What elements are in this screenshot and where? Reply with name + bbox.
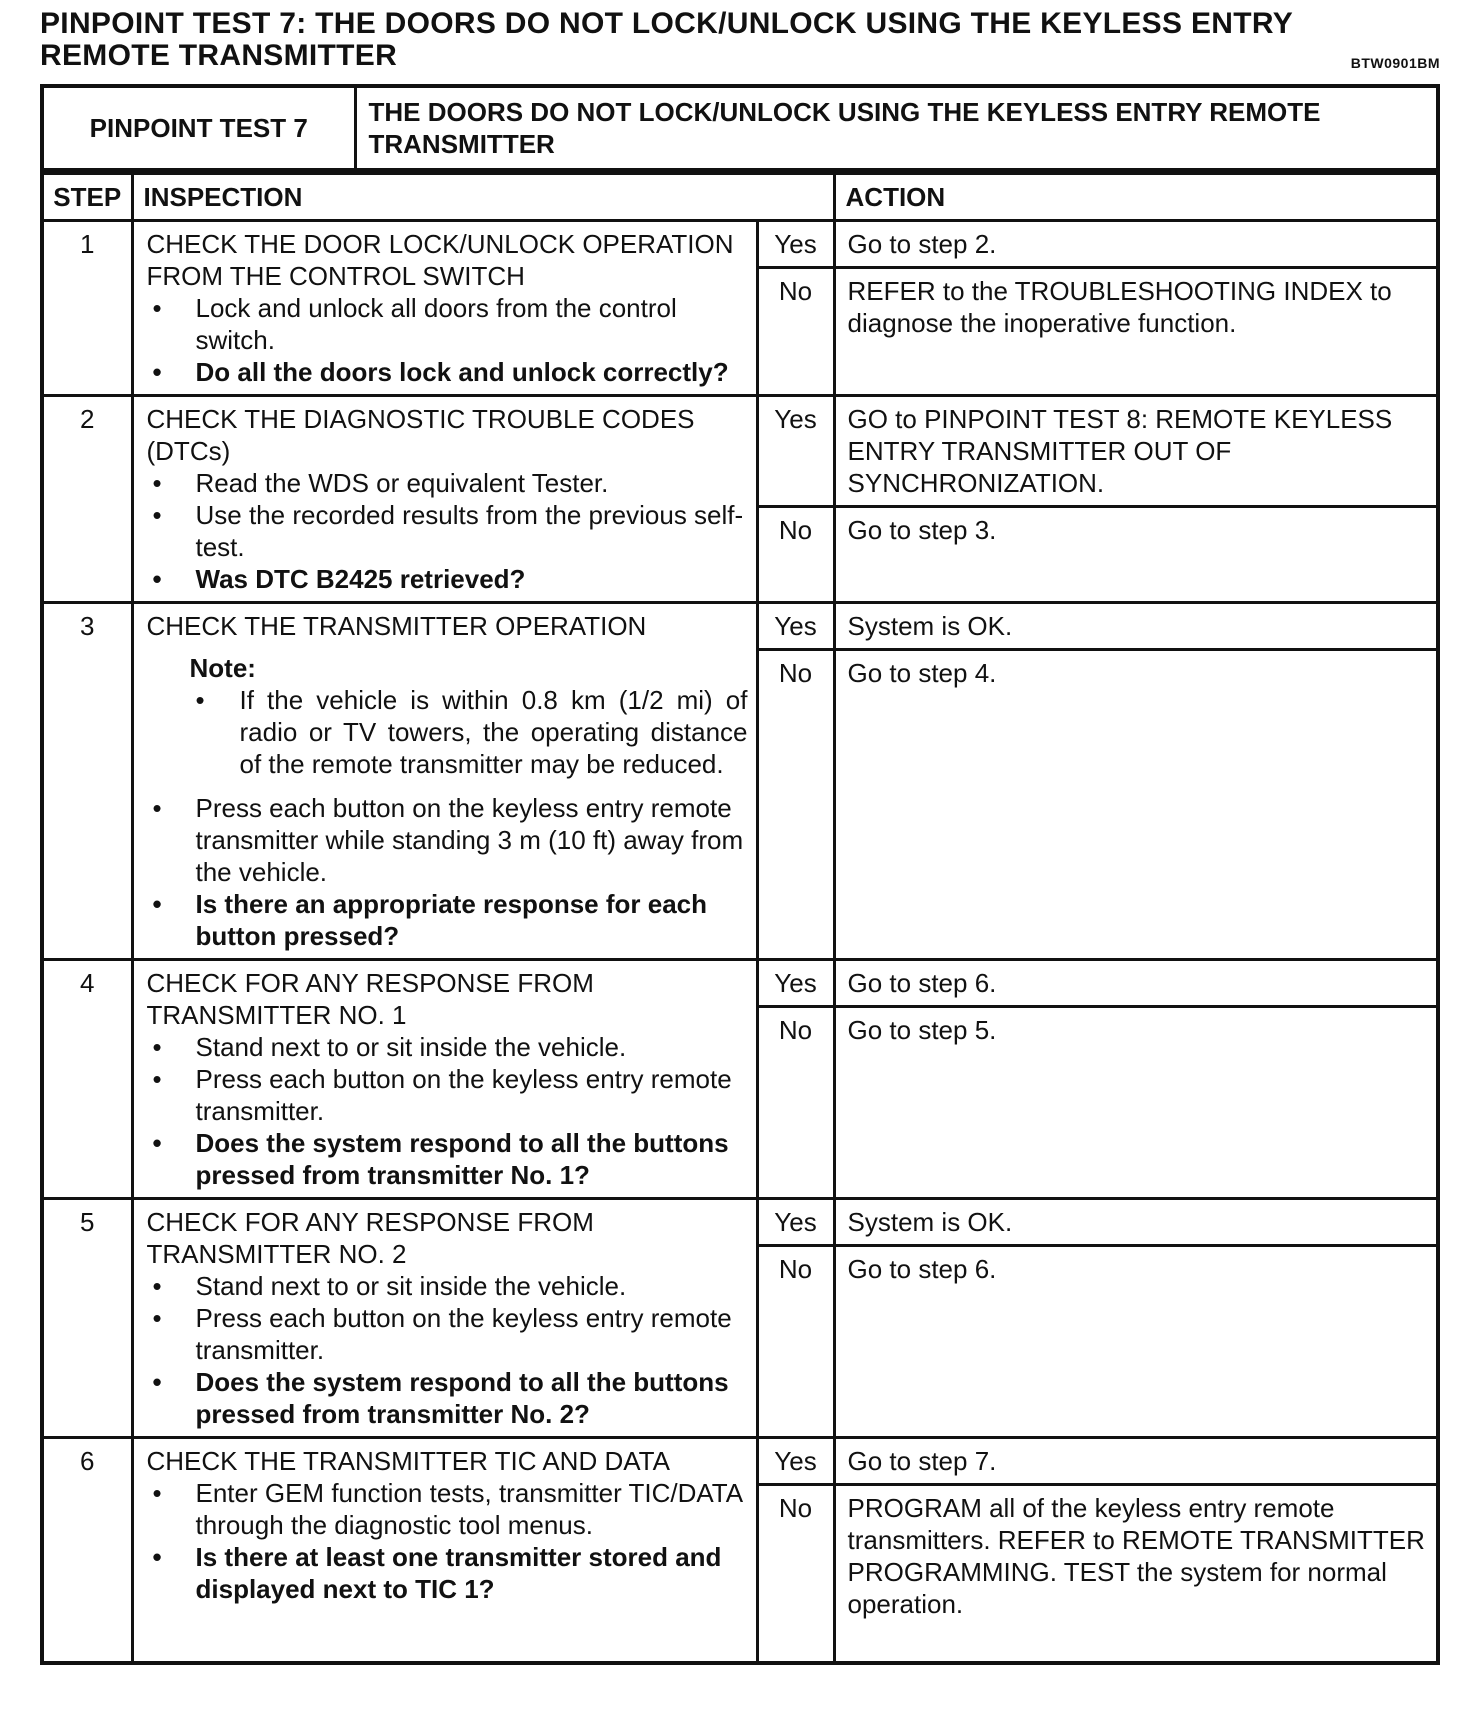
pinpoint-table — [40, 172, 1440, 1665]
step-heading: CHECK THE DOOR LOCK/UNLOCK OPERATION FROM THE CONTROL SWITCH — [146, 229, 734, 291]
no-action: REFER to the TROUBLESHOOTING INDEX to diagnose the inoperative function. — [834, 268, 1438, 396]
step-heading: CHECK THE TRANSMITTER TIC AND DATA — [146, 1446, 670, 1476]
page-title: PINPOINT TEST 7: THE DOORS DO NOT LOCK/UNLOCK USING THE KEYLESS ENTRY REMOTE TRANSMITTER — [40, 7, 1293, 72]
step-heading: CHECK FOR ANY RESPONSE FROM TRANSMITTER NO. 1 — [146, 968, 594, 1030]
step-bullet: • Read the WDS or equivalent Tester. — [147, 467, 748, 499]
no-label: No — [757, 650, 834, 960]
test-header — [40, 84, 1440, 172]
step-bullet: • Stand next to or sit inside the vehicle. — [147, 1270, 748, 1302]
step-number: 2 — [42, 396, 132, 603]
step-question: • Does the system respond to all the buttons pressed from transmitter No. 1? — [147, 1127, 748, 1191]
yes-label: Yes — [757, 603, 834, 650]
step-bullet: • Lock and unlock all doors from the control switch. — [147, 292, 748, 356]
yes-label: Yes — [757, 1199, 834, 1246]
step-inspection — [132, 221, 757, 396]
yes-label: Yes — [757, 960, 834, 1007]
inspection-column-header: INSPECTION — [132, 174, 834, 221]
note-text: • If the vehicle is within 0.8 km (1/2 mi) of radio or TV towers, the operating distance of the remote transmitter may be reduced. — [190, 684, 748, 780]
yes-action: GO to PINPOINT TEST 8: REMOTE KEYLESS ENTRY TRANSMITTER OUT OF SYNCHRONIZATION. — [834, 396, 1438, 507]
no-action: Go to step 4. — [834, 650, 1438, 960]
step-question: • Do all the doors lock and unlock correctly? — [147, 356, 748, 388]
step-row — [42, 1438, 1438, 1485]
step-heading: CHECK FOR ANY RESPONSE FROM TRANSMITTER NO. 2 — [146, 1207, 594, 1269]
step-inspection — [132, 1438, 757, 1664]
note-label: Note: — [189, 653, 256, 683]
test-id: PINPOINT TEST 7 — [42, 86, 355, 170]
step-bullet: • Press each button on the keyless entry remote transmitter. — [147, 1302, 748, 1366]
step-inspection — [132, 1199, 757, 1438]
no-label: No — [757, 1246, 834, 1438]
no-label: No — [757, 1485, 834, 1664]
no-label: No — [757, 268, 834, 396]
step-bullet: • Use the recorded results from the previous self-test. — [147, 499, 748, 563]
step-inspection — [132, 603, 757, 960]
yes-action: System is OK. — [834, 1199, 1438, 1246]
no-label: No — [757, 507, 834, 603]
yes-label: Yes — [757, 396, 834, 507]
no-action: Go to step 6. — [834, 1246, 1438, 1438]
step-question: • Was DTC B2425 retrieved? — [147, 563, 748, 595]
yes-action: System is OK. — [834, 603, 1438, 650]
step-row — [42, 960, 1438, 1007]
step-heading: CHECK THE TRANSMITTER OPERATION — [146, 611, 647, 641]
yes-label: Yes — [757, 1438, 834, 1485]
step-number: 4 — [42, 960, 132, 1199]
step-row — [42, 396, 1438, 507]
step-heading: CHECK THE DIAGNOSTIC TROUBLE CODES (DTCs) — [146, 404, 695, 466]
step-bullet: • Enter GEM function tests, transmitter TIC/DATA through the diagnostic tool menus. — [147, 1477, 748, 1541]
step-question: • Is there at least one transmitter stored and displayed next to TIC 1? — [147, 1541, 748, 1605]
yes-action: Go to step 2. — [834, 221, 1438, 268]
test-title: THE DOORS DO NOT LOCK/UNLOCK USING THE KEYLESS ENTRY REMOTE TRANSMITTER — [355, 86, 1438, 170]
step-row — [42, 1199, 1438, 1246]
figure-reference: BTW0901BM — [1350, 55, 1440, 71]
step-row — [42, 603, 1438, 650]
document-page — [40, 8, 1440, 1665]
no-action: Go to step 3. — [834, 507, 1438, 603]
step-number: 1 — [42, 221, 132, 396]
no-action: PROGRAM all of the keyless entry remote transmitters. REFER to REMOTE TRANSMITTER PROGRAMMING. TEST the system for normal operation. — [834, 1485, 1438, 1664]
step-bullet: • Press each button on the keyless entry remote transmitter. — [147, 1063, 748, 1127]
step-question: • Is there an appropriate response for each button pressed? — [147, 888, 748, 952]
step-question: • Does the system respond to all the buttons pressed from transmitter No. 2? — [147, 1366, 748, 1430]
step-number: 3 — [42, 603, 132, 960]
step-inspection — [132, 396, 757, 603]
yes-action: Go to step 7. — [834, 1438, 1438, 1485]
step-number: 6 — [42, 1438, 132, 1664]
step-bullet: • Stand next to or sit inside the vehicle. — [147, 1031, 748, 1063]
no-action: Go to step 5. — [834, 1007, 1438, 1199]
step-number: 5 — [42, 1199, 132, 1438]
step-note — [190, 652, 748, 780]
column-header-row — [42, 174, 1438, 221]
step-column-header: STEP — [42, 174, 132, 221]
no-label: No — [757, 1007, 834, 1199]
step-bullet: • Press each button on the keyless entry remote transmitter while standing 3 m (10 ft) away from the vehicle. — [147, 792, 748, 888]
step-inspection — [132, 960, 757, 1199]
action-column-header: ACTION — [834, 174, 1438, 221]
step-row — [42, 221, 1438, 268]
yes-label: Yes — [757, 221, 834, 268]
yes-action: Go to step 6. — [834, 960, 1438, 1007]
